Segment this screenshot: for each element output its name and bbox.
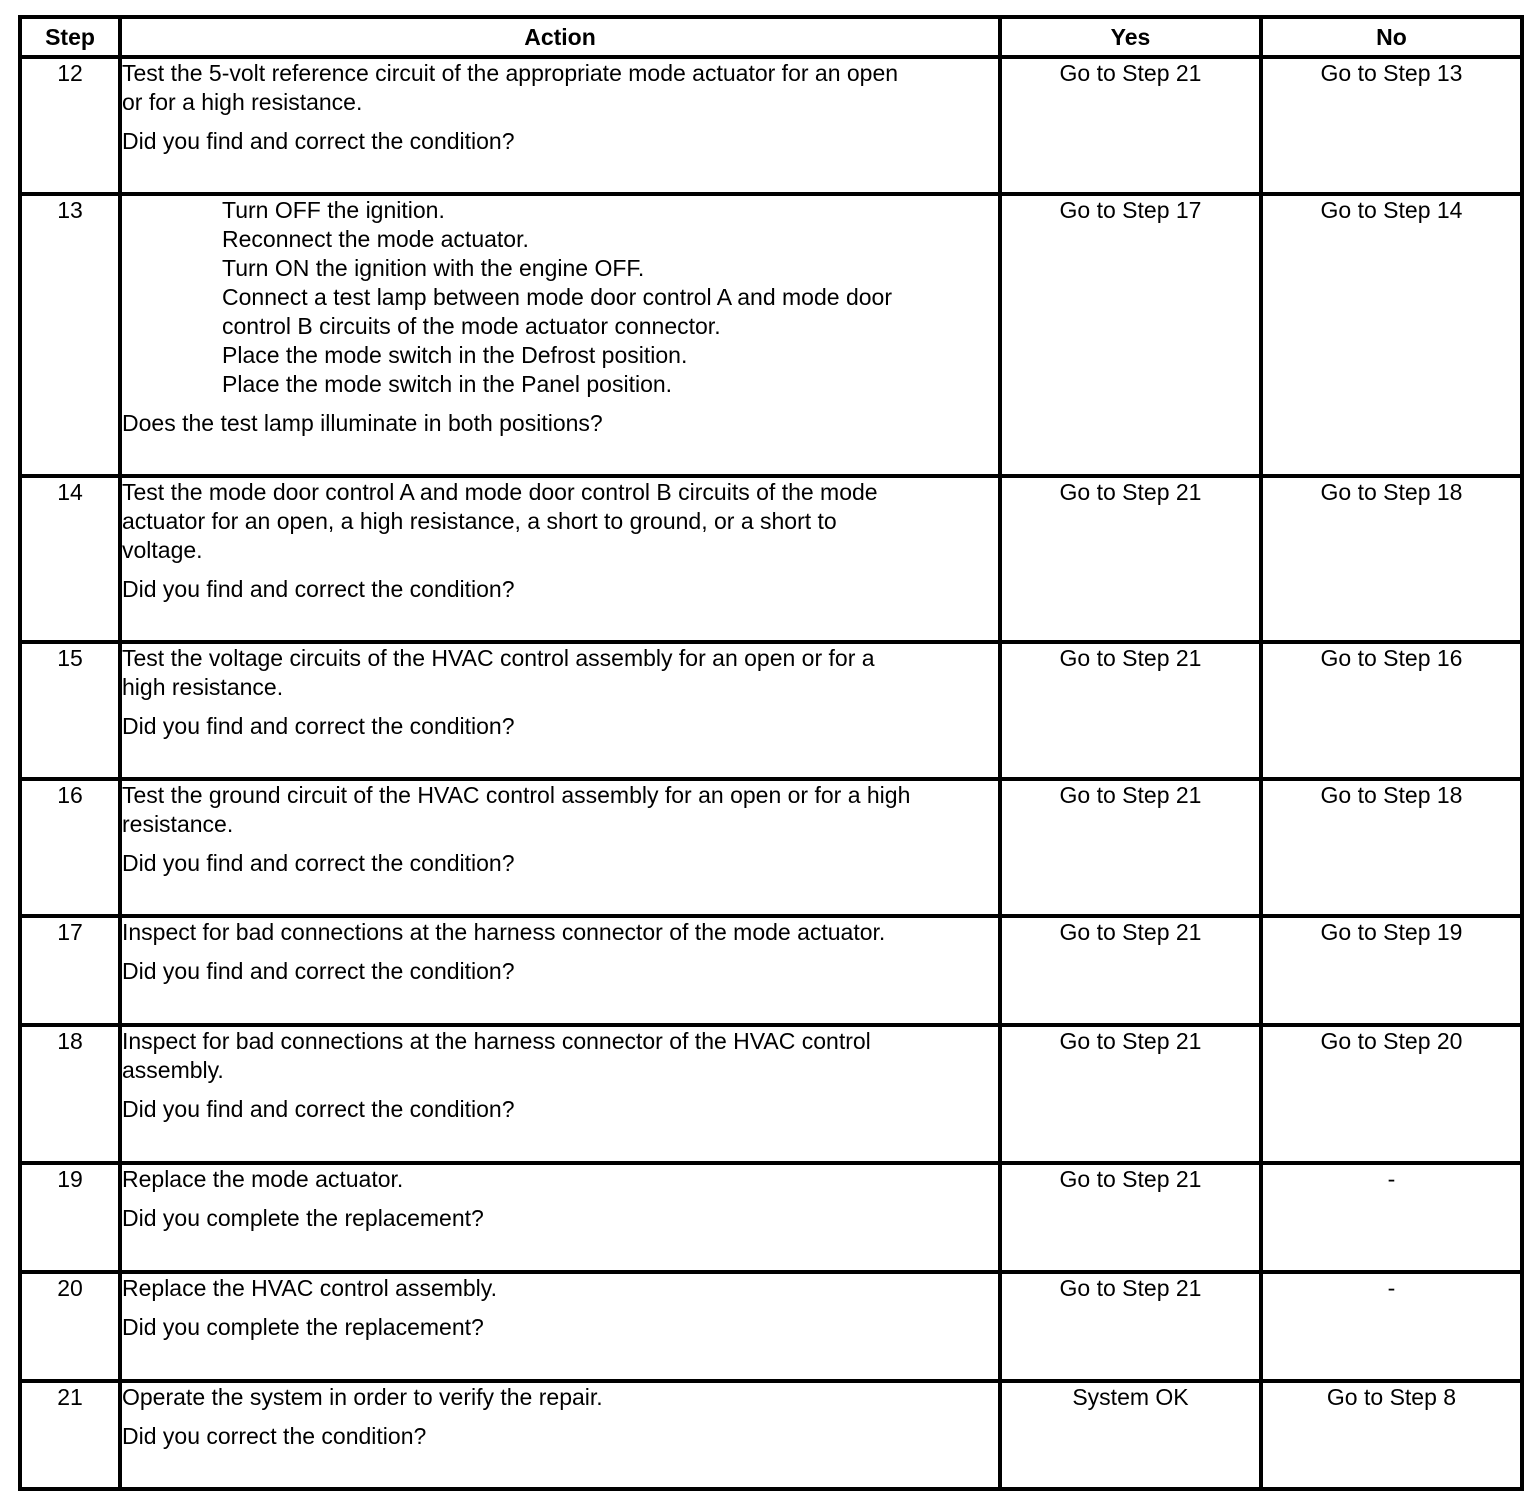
- action-question: Did you find and correct the condition?: [122, 128, 515, 154]
- action-cell: [120, 194, 1000, 476]
- table-row: [20, 1025, 1522, 1163]
- no-result: -: [1261, 1163, 1522, 1272]
- table-row: [20, 1163, 1522, 1272]
- table-row: [20, 916, 1522, 1025]
- action-text: Test the 5-volt reference circuit of the appropriate mode actuator for an open or for a high resistance.: [122, 60, 899, 115]
- no-result: -: [1261, 1272, 1522, 1381]
- action-cell: [120, 1163, 1000, 1272]
- action-cell: [120, 476, 1000, 642]
- diagnostic-table: [18, 15, 1524, 1491]
- no-result: Go to Step 18: [1261, 476, 1522, 642]
- step-number: 14: [20, 476, 120, 642]
- action-text: Test the ground circuit of the HVAC control assembly for an open or for a high resistance.: [122, 782, 911, 837]
- action-text: Turn OFF the ignition. Reconnect the mode actuator. Turn ON the ignition with the engine OFF. Connect a test lamp between mode door control A and mode door control B circuits of the mode actuator connector. Place the mode switch in the Defrost position. Place the mode switch in the Panel position.: [222, 197, 892, 397]
- action-question: Did you find and correct the condition?: [122, 850, 515, 876]
- yes-result: Go to Step 21: [1000, 57, 1261, 194]
- action-text: Test the voltage circuits of the HVAC control assembly for an open or for a high resistance.: [122, 645, 875, 700]
- action-question: Did you find and correct the condition?: [122, 958, 515, 984]
- yes-result: Go to Step 21: [1000, 642, 1261, 779]
- action-cell: [120, 57, 1000, 194]
- action-text: Replace the HVAC control assembly.: [122, 1275, 497, 1301]
- step-number: 15: [20, 642, 120, 779]
- table-row: [20, 194, 1522, 476]
- step-number: 19: [20, 1163, 120, 1272]
- header-row: [20, 17, 1522, 57]
- header-step: Step: [20, 17, 120, 57]
- action-question: Did you complete the replacement?: [122, 1205, 484, 1231]
- table-row: [20, 57, 1522, 194]
- header-action: Action: [120, 17, 1000, 57]
- header-yes: Yes: [1000, 17, 1261, 57]
- action-text: Inspect for bad connections at the harness connector of the mode actuator.: [122, 919, 886, 945]
- header-no: No: [1261, 17, 1522, 57]
- yes-result: Go to Step 21: [1000, 1163, 1261, 1272]
- no-result: Go to Step 8: [1261, 1381, 1522, 1489]
- step-number: 13: [20, 194, 120, 476]
- step-number: 20: [20, 1272, 120, 1381]
- table-row: [20, 1381, 1522, 1489]
- action-cell: [120, 1025, 1000, 1163]
- no-result: Go to Step 20: [1261, 1025, 1522, 1163]
- yes-result: Go to Step 21: [1000, 916, 1261, 1025]
- no-result: Go to Step 19: [1261, 916, 1522, 1025]
- step-number: 16: [20, 779, 120, 916]
- yes-result: Go to Step 21: [1000, 1272, 1261, 1381]
- action-text: Replace the mode actuator.: [122, 1166, 404, 1192]
- no-result: Go to Step 16: [1261, 642, 1522, 779]
- action-text: Inspect for bad connections at the harness connector of the HVAC control assembly.: [122, 1028, 871, 1083]
- action-question: Does the test lamp illuminate in both positions?: [122, 410, 603, 436]
- table-row: [20, 779, 1522, 916]
- table-row: [20, 1272, 1522, 1381]
- action-cell: [120, 642, 1000, 779]
- yes-result: Go to Step 21: [1000, 779, 1261, 916]
- action-question: Did you find and correct the condition?: [122, 576, 515, 602]
- step-number: 18: [20, 1025, 120, 1163]
- step-number: 17: [20, 916, 120, 1025]
- step-number: 21: [20, 1381, 120, 1489]
- action-question: Did you complete the replacement?: [122, 1314, 484, 1340]
- action-cell: [120, 1272, 1000, 1381]
- action-question: Did you find and correct the condition?: [122, 1096, 515, 1122]
- no-result: Go to Step 18: [1261, 779, 1522, 916]
- no-result: Go to Step 13: [1261, 57, 1522, 194]
- table-row: [20, 642, 1522, 779]
- action-question: Did you find and correct the condition?: [122, 713, 515, 739]
- action-cell: [120, 1381, 1000, 1489]
- action-question: Did you correct the condition?: [122, 1423, 427, 1449]
- action-text: Test the mode door control A and mode door control B circuits of the mode actuator for an open, a high resistance, a short to ground, or a short to voltage.: [122, 479, 878, 563]
- step-number: 12: [20, 57, 120, 194]
- yes-result: Go to Step 17: [1000, 194, 1261, 476]
- yes-result: System OK: [1000, 1381, 1261, 1489]
- table-row: [20, 476, 1522, 642]
- yes-result: Go to Step 21: [1000, 476, 1261, 642]
- action-cell: [120, 779, 1000, 916]
- yes-result: Go to Step 21: [1000, 1025, 1261, 1163]
- action-text: Operate the system in order to verify the repair.: [122, 1384, 603, 1410]
- no-result: Go to Step 14: [1261, 194, 1522, 476]
- action-cell: [120, 916, 1000, 1025]
